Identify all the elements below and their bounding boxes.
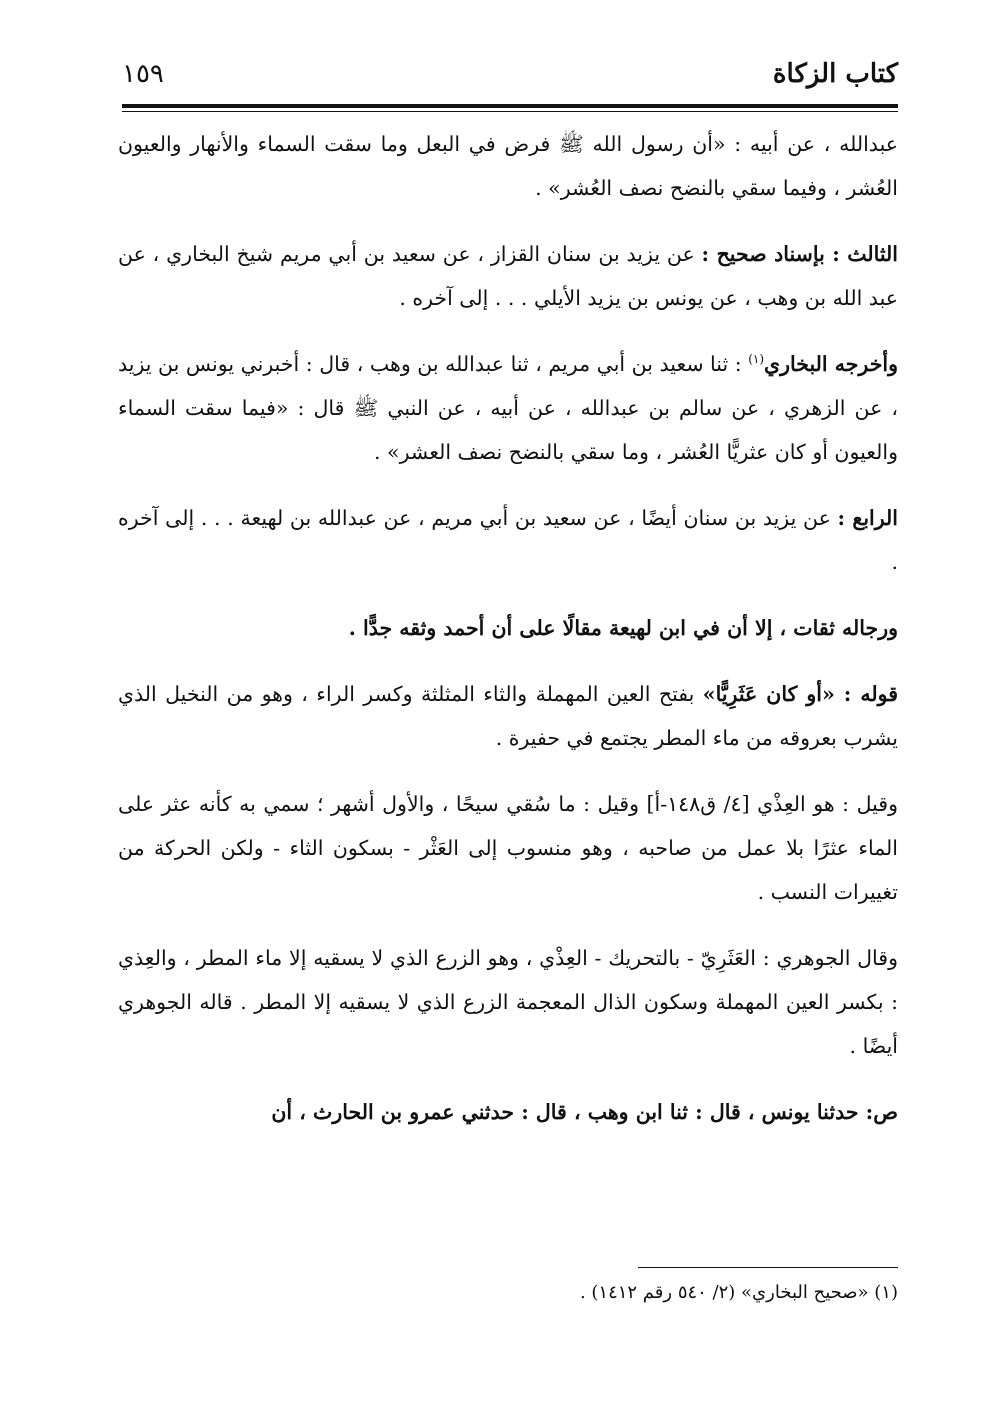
paragraph-9: ص: حدثنا يونس ، قال : ثنا ابن وهب ، قال : حدثني عمرو بن الحارث ، أن	[271, 1100, 898, 1124]
footnote-reference[interactable]: (١)	[748, 352, 765, 367]
footnote-rule	[638, 1267, 898, 1268]
paragraph-4: الرابع : عن يزيد بن سنان أيضًا ، عن سعيد بن أبي مريم ، عن عبدالله بن لهيعة . . . إلى آخره .	[118, 506, 898, 574]
paragraph-8: وقال الجوهري : العَثَرِيّ - بالتحريك - العِذْي ، وهو الزرع الذي لا يسقيه إلا ماء المطر ، والعِذي : بكسر العين المهملة وسكون الذال المعجمة الزرع الذي لا يسقيه إلا المطر . قاله الجوهري أيضًا .	[118, 946, 898, 1058]
header-rule-thin	[122, 111, 898, 112]
paragraph-1: عبدالله ، عن أبيه : «أن رسول الله ﷺ فرض في البعل وما سقت السماء والأنهار والعيون العُشر ، وفيما سقي بالنضح نصف العُشر» .	[118, 132, 898, 200]
paragraph-2-heading: الثالث : بإسناد صحيح :	[701, 242, 899, 266]
page-header	[122, 55, 898, 103]
paragraph-6-heading: قوله : «أو كان عَثَرِيًّا»	[702, 682, 899, 706]
running-title: كتاب الزكاة	[772, 59, 898, 89]
paragraph-7: وقيل : هو العِذْي [٤/ ق١٤٨-أ] وقيل : ما سُقي سيحًا ، والأول أشهر ؛ سمي به كأنه عثر على الماء عثرًا بلا عمل من صاحبه ، وهو منسوب إلى العَثْر - بسكون الثاء - ولكن الحركة من تغييرات النسب .	[118, 792, 899, 904]
header-rule-thick	[122, 104, 898, 108]
paragraph-3-heading: وأخرجه البخاري	[764, 352, 898, 376]
paragraph-4-heading: الرابع :	[837, 506, 898, 530]
paragraph-3: وأخرجه البخاري$^{(١)}$ : ثنا سعيد بن أبي مريم ، ثنا عبدالله بن وهب ، قال : أخبرني يونس بن يزيد ، عن الزهري ، عن سالم بن عبدالله ، عن أبيه ، عن النبي ﷺ قال : «فيما سقت السماء والعيون أو كان عثريًّا العُشر ، وما سقي بالنضح نصف العشر» .	[118, 352, 898, 464]
footnote-text: (١) «صحيح البخاري» (٢/ ٥٤٠ رقم ١٤١٢) .	[579, 1282, 898, 1303]
page-number: ١٥٩	[122, 59, 164, 89]
footnote	[118, 1276, 898, 1310]
main-text	[118, 122, 898, 1142]
paragraph-5: ورجاله ثقات ، إلا أن في ابن لهيعة مقالًا على أن أحمد وثقه جدًّا .	[348, 616, 898, 640]
paragraph-2: الثالث : بإسناد صحيح : عن يزيد بن سنان القزاز ، عن سعيد بن أبي مريم شيخ البخاري ، عن عبد الله بن وهب ، عن يونس بن يزيد الأيلي . . . إلى آخره .	[118, 242, 899, 310]
paragraph-6: قوله : «أو كان عَثَرِيًّا» بفتح العين المهملة والثاء المثلثة وكسر الراء ، وهو من النخيل الذي يشرب بعروقه من ماء المطر يجتمع في حفيرة .	[118, 682, 899, 750]
